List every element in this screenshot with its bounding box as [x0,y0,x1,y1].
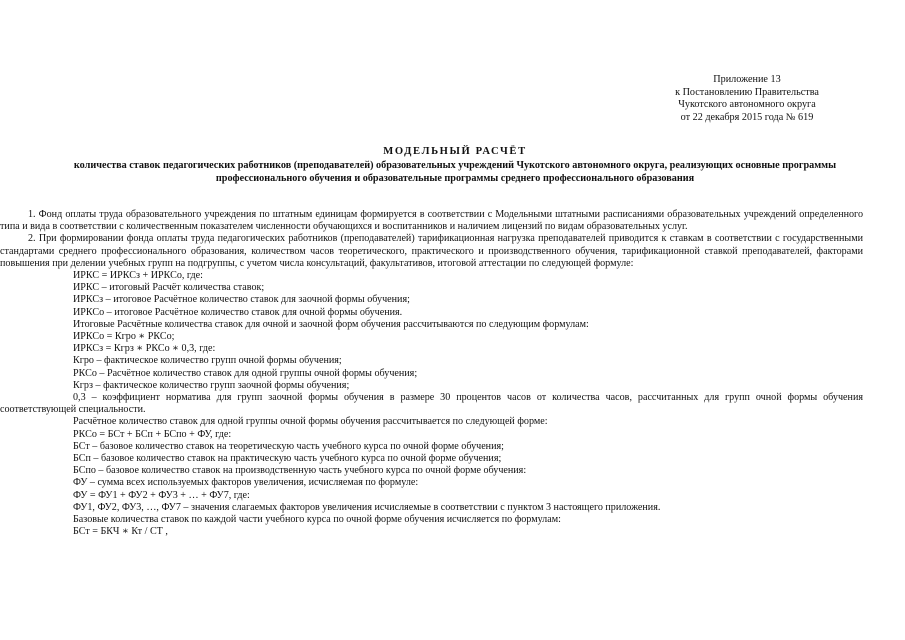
annex-region: Чукотского автономного округа [678,99,816,110]
formula-irkso: ИРКСо = Кгро ∗ РКСо; [73,331,175,343]
annex-resolution: к Постановлению Правительства [675,86,819,98]
annex-number: Приложение 13 [713,74,781,85]
document-body [0,209,863,538]
definition-kgro: Кгро – фактическое количество групп очной формы обучения; [73,355,342,367]
paragraph-4: 0,3 – коэффициент норматива для групп заочной формы обучения в размере 30 процентов часов от количества часов, рассчитанных для групп очной формы обучения соответствующей специальности. [0,392,863,416]
formula-fu: ФУ = ФУ1 + ФУ2 + ФУ3 + … + ФУ7, где: [73,489,250,501]
formula-rkso: РКСо = БСт + БСп + БСпо + ФУ, где: [73,428,232,440]
definition-irksz: ИРКСз – итоговое Расчётное количество ставок для заочной формы обучения; [73,294,410,306]
definition-kgrz: Кгрз – фактическое количество групп заочной формы обучения; [73,379,350,391]
paragraph-1: 1. Фонд оплаты труда образовательного учреждения по штатным единицам формируется в соответствии с Модельными штатными расписаниями образовательных учреждений определенного типа и вида в соответствии с количественным показателем численности обучающихся и воспитанников и наличием лицензий по видам образовательных услуг. [0,209,863,233]
definition-fu-terms: ФУ1, ФУ2, ФУ3, …, ФУ7 – значения слагаемых факторов увеличения исчисляемые в соответствии с пунктом 3 настоящего приложения. [73,501,661,513]
annex-header [632,74,862,124]
definition-fu: ФУ – сумма всех используемых факторов увеличения, исчисляемая по формуле: [73,477,419,489]
paragraph-6: Базовые количества ставок по каждой части учебного курса по очной форме обучения исчисляется по формулам: [73,514,561,526]
formula-irks: ИРКС = ИРКСз + ИРКСо, где: [73,270,203,282]
paragraph-2: 2. При формировании фонда оплаты труда педагогических работников (преподавателей) тарификационная нагрузка преподавателей приводится к ставкам в соответствии с государственными стандартами среднего профессионального образования, количеством часов теоретического, практического и производственного обучения, тарификационной ставкой преподавателей, факторами повышения при делении учебных групп на подгруппы, с учетом числа консультаций, факультативов, итоговой аттестации по следующей формуле: [0,233,863,269]
annex-date: от 22 декабря 2015 года № 619 [680,111,814,123]
definition-bst: БСт – базовое количество ставок на теоретическую часть учебного курса по очной форме обучения; [73,440,504,452]
definition-irks: ИРКС – итоговый Расчёт количества ставок; [73,282,265,294]
definition-rkso: РКСо – Расчётное количество ставок для одной группы очной формы обучения; [73,367,418,379]
document-title: МОДЕЛЬНЫЙ РАСЧЁТ [383,146,527,157]
paragraph-5: Расчётное количество ставок для одной группы очной формы обучения рассчитывается по следующей форме: [73,416,548,428]
formula-irksz: ИРКСз = Кгрз ∗ РКСо ∗ 0,3, где: [73,343,216,355]
formula-bst: БСт = БКЧ ∗ Кт / СТ , [73,526,168,538]
paragraph-3: Итоговые Расчётные количества ставок для очной и заочной форм обучения рассчитываются по следующим формулам: [73,318,589,330]
document-subtitle: количества ставок педагогических работников (преподавателей) образовательных учреждений Чукотского автономного округа, реализующих основные программы профессионального обучения и образовательные программы среднего профессионального образования [73,160,837,185]
definition-bsp: БСп – базовое количество ставок на практическую часть учебного курса по очной форме обучения; [73,453,502,465]
definition-bspo: БСпо – базовое количество ставок на производственную часть учебного курса по очной форме обучения: [73,465,527,477]
definition-irkso: ИРКСо – итоговое Расчётное количество ставок для очной формы обучения. [73,306,403,318]
